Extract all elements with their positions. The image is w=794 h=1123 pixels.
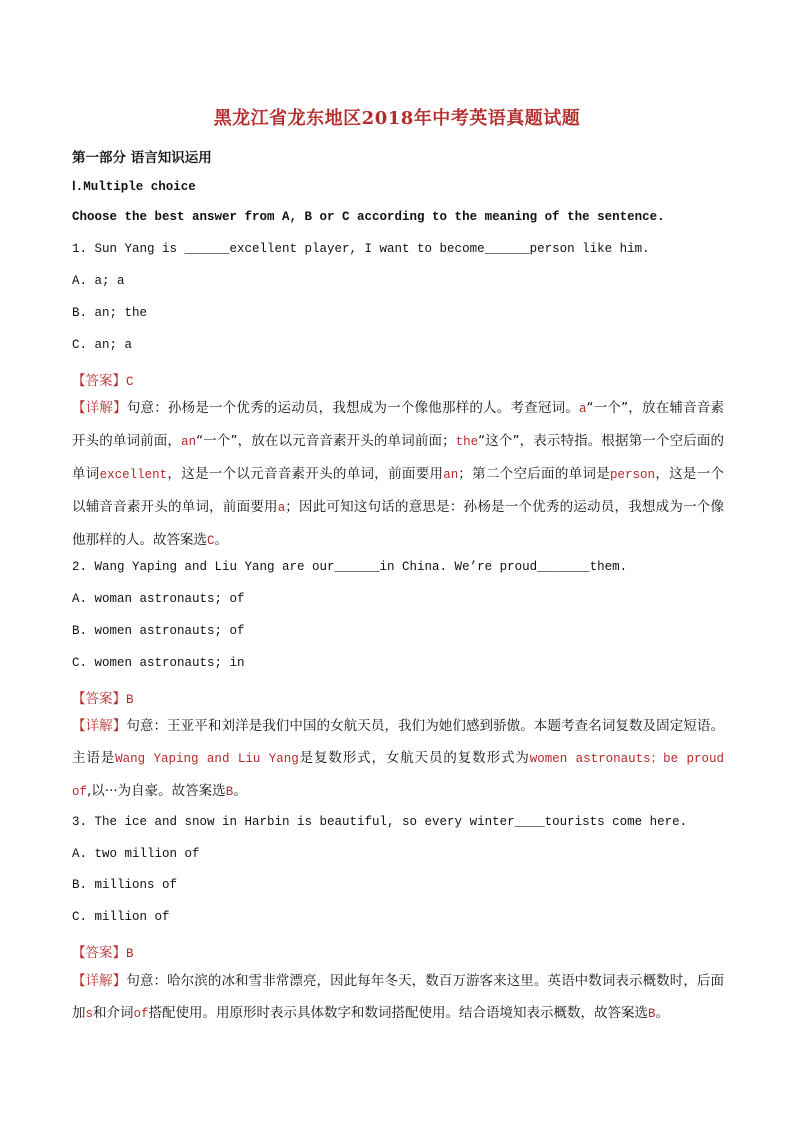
- q1-answer-value: C: [126, 375, 134, 389]
- q1-option-c: C. an; a: [72, 338, 133, 352]
- detail-segment: 。: [655, 1005, 670, 1021]
- q1-detail: [72, 392, 724, 557]
- detail-label: 【详解】: [72, 400, 127, 416]
- q2-answer-row: [72, 687, 134, 707]
- answer-label: 【答案】: [72, 945, 126, 961]
- q2-answer-value: B: [126, 693, 134, 707]
- detail-segment: the: [455, 435, 479, 449]
- detail-segment: “一个”，放在辅音音素开头的单词前面，: [72, 400, 725, 449]
- detail-segment: 是复数形式，女航天员的复数形式为: [298, 750, 530, 766]
- detail-segment: an: [443, 468, 459, 482]
- answer-label: 【答案】: [72, 373, 126, 389]
- detail-segment: ，这是一个以元音音素开头的单词，前面要用: [167, 466, 444, 482]
- q2-option-b: B. women astronauts; of: [72, 624, 245, 638]
- detail-segment: ,以···为自豪。故答案选: [87, 783, 226, 799]
- detail-segment: ，这是一个以辅音音素开头的单词，前面要用: [72, 466, 725, 515]
- q3-option-b: B. millions of: [72, 878, 178, 892]
- detail-segment: s: [85, 1007, 94, 1021]
- q1-answer-row: [72, 369, 134, 389]
- detail-segment: C: [207, 534, 215, 548]
- detail-segment: “这个”，表示特指。根据第一个空后面的单词: [72, 433, 724, 482]
- detail-segment: 。: [214, 532, 229, 548]
- q3-option-c: C. million of: [72, 910, 170, 924]
- detail-segment: 搭配使用。用原形时表示具体数字和数词搭配使用。结合语境知表示概数，故答案选: [148, 1005, 649, 1021]
- q2-option-a: A. woman astronauts; of: [72, 592, 245, 606]
- detail-segment: B: [225, 785, 234, 799]
- section-heading: Ⅰ.Multiple choice: [72, 180, 196, 194]
- detail-segment: women astronauts；be proud of: [72, 752, 725, 799]
- detail-segment: person: [610, 468, 656, 482]
- q3-answer-value: B: [126, 947, 134, 961]
- detail-label: 【详解】: [72, 973, 127, 989]
- q3-detail: [72, 965, 724, 1030]
- detail-segment: a: [578, 402, 587, 416]
- q2-detail-text: [72, 718, 724, 799]
- detail-segment: 句意：孙杨是一个优秀的运动员，我想成为一个像他那样的人。考查冠词。: [126, 400, 579, 416]
- answer-label: 【答案】: [72, 691, 126, 707]
- detail-segment: 句意：哈尔滨的冰和雪非常漂亮，因此每年冬天，数百万游客来这里。英语中数词表示概数时，后面加: [72, 973, 725, 1021]
- q3-answer-row: [72, 941, 134, 961]
- q2-detail: [72, 710, 724, 808]
- document-title: 黑龙江省龙东地区2018年中考英语真题试题: [213, 108, 581, 129]
- q2-option-c: C. women astronauts; in: [72, 656, 245, 670]
- detail-segment: B: [648, 1007, 656, 1021]
- q3-detail-text: [72, 973, 724, 1021]
- instruction-text: Choose the best answer from A, B or C according to the meaning of the sentence.: [72, 210, 665, 224]
- detail-segment: 。: [233, 783, 247, 799]
- detail-segment: Wang Yaping and Liu Yang: [115, 752, 299, 766]
- detail-segment: 和介词: [93, 1005, 134, 1021]
- detail-segment: ；因此可知这句话的意思是：孙杨是一个优秀的运动员，我想成为一个像他那样的人。故答案选: [72, 499, 725, 548]
- detail-segment: excellent: [99, 468, 168, 482]
- detail-segment: 句意：王亚平和刘洋是我们中国的女航天员，我们为她们感到骄傲。本题考查名词复数及固定短语。主语是: [72, 718, 725, 766]
- q3-option-a: A. two million of: [72, 847, 200, 861]
- detail-segment: an: [181, 435, 197, 449]
- q3-stem: 3. The ice and snow in Harbin is beautiful, so every winter____tourists come here.: [72, 815, 688, 829]
- q1-option-b: B. an; the: [72, 306, 148, 320]
- detail-segment: “一个”，放在以元音音素开头的单词前面；: [196, 433, 456, 449]
- q1-stem: 1. Sun Yang is ______excellent player, I want to become______person like him.: [72, 242, 650, 256]
- part-heading: 第一部分 语言知识运用: [72, 150, 212, 166]
- q2-stem: 2. Wang Yaping and Liu Yang are our______in China. We’re proud_______them.: [72, 560, 628, 574]
- q1-detail-text: [72, 400, 724, 548]
- detail-segment: a: [277, 501, 286, 515]
- detail-segment: of: [133, 1007, 149, 1021]
- detail-segment: ；第二个空后面的单词是: [458, 466, 611, 482]
- q1-option-a: A. a; a: [72, 274, 125, 288]
- detail-label: 【详解】: [72, 718, 127, 734]
